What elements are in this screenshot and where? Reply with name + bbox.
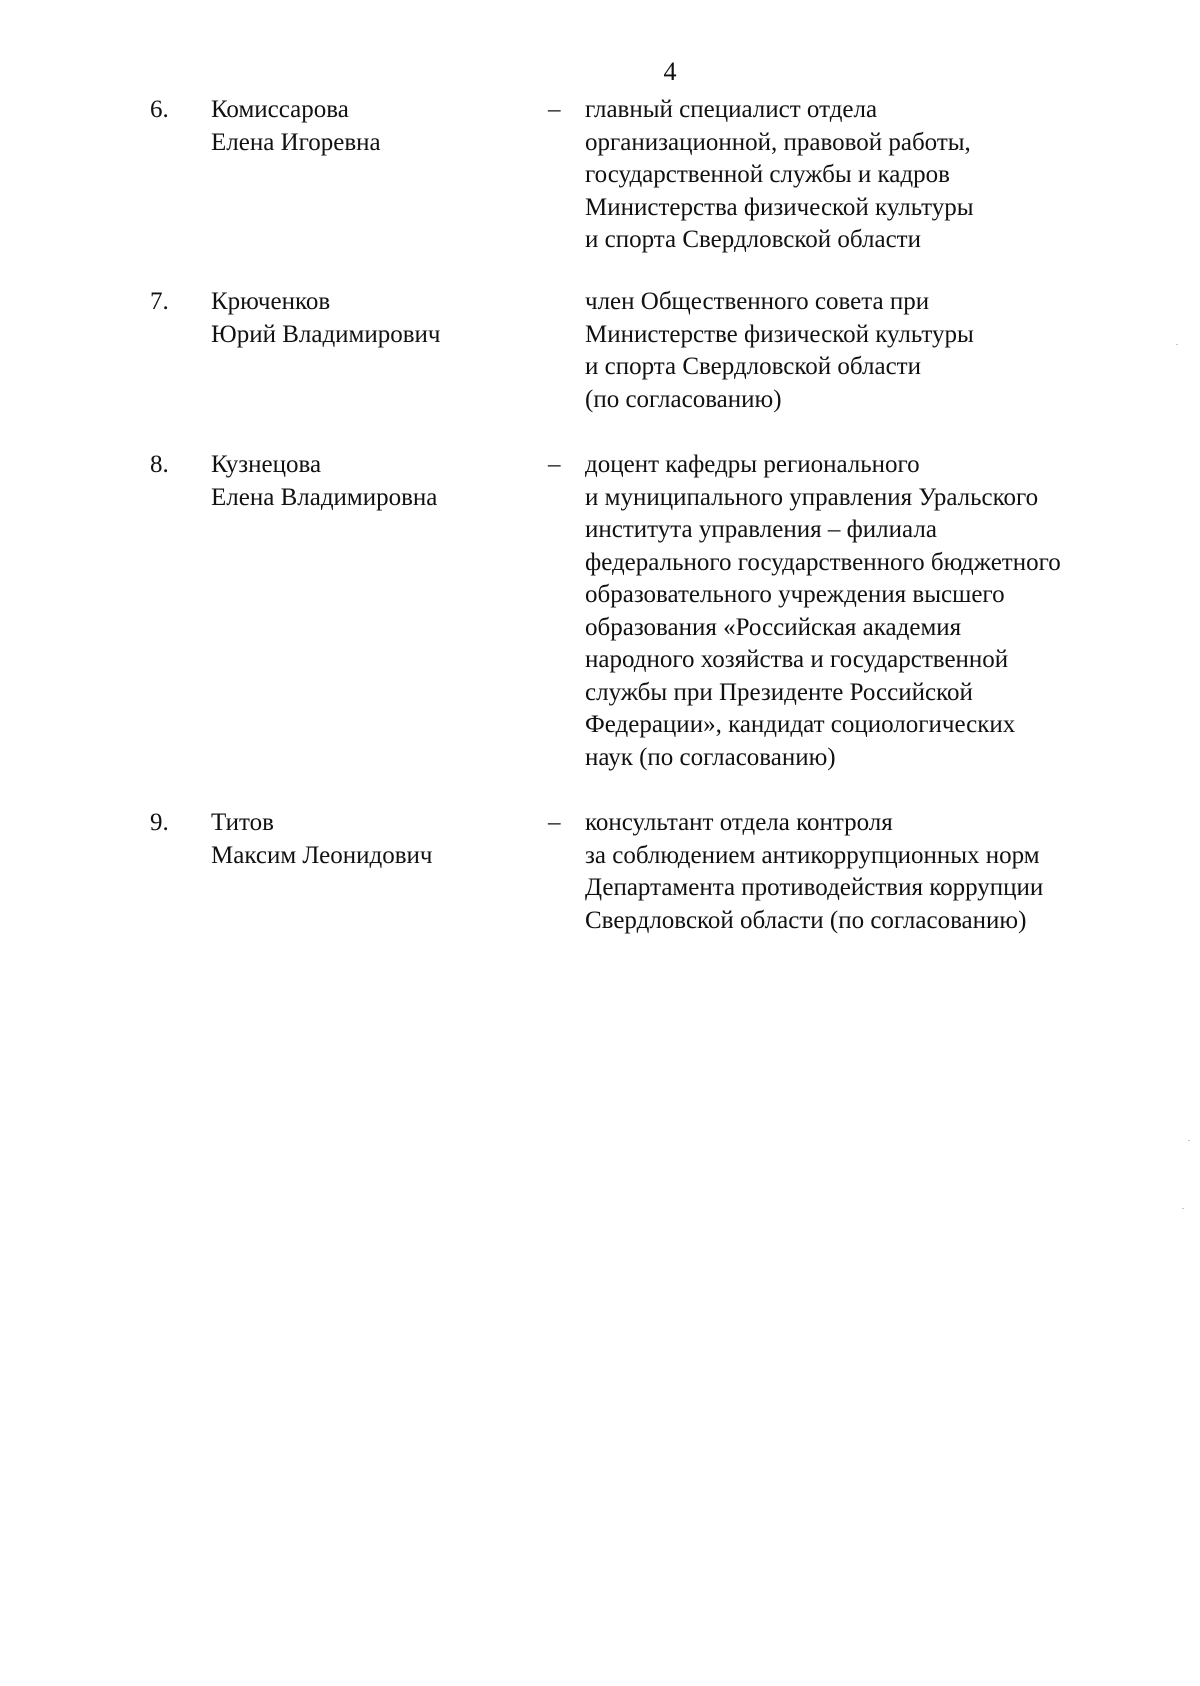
member-given-names: Елена Игоревна — [211, 128, 381, 156]
member-position — [585, 449, 1145, 774]
position-line: за соблюдением антикоррупционных норм — [585, 841, 1040, 869]
position-line: Свердловской области (по согласованию) — [585, 906, 1027, 934]
member-surname: Кузнецова — [211, 451, 322, 478]
member-surname: Титов — [211, 809, 274, 836]
entry-dash: – — [548, 809, 561, 836]
position-line: института управления – филиала — [585, 516, 937, 543]
page-number: 4 — [663, 57, 677, 86]
position-line: Министерства физической культуры — [585, 193, 974, 221]
position-line: Федерации», кандидат социологических — [585, 711, 1016, 738]
entry-dash: – — [548, 451, 561, 478]
position-line: наук (по согласованию) — [585, 743, 836, 771]
scan-speck — [1188, 1140, 1190, 1141]
position-line: и муниципального управления Уральского — [585, 483, 1039, 511]
position-line: образовательного учреждения высшего — [585, 581, 1005, 608]
position-line: (по согласованию) — [585, 385, 782, 413]
entry-number: 6. — [150, 96, 169, 123]
member-given-names: Юрий Владимирович — [211, 320, 441, 348]
position-line: главный специалист отдела — [585, 96, 878, 123]
member-name — [211, 449, 437, 514]
member-position — [585, 286, 1145, 416]
position-line: доцент кафедры регионального — [585, 451, 920, 478]
entry-number: 9. — [150, 809, 169, 836]
position-line: член Общественного совета при — [585, 288, 930, 315]
member-surname: Комиссарова — [211, 96, 349, 123]
position-line: организационной, правовой работы, — [585, 128, 971, 156]
position-line: службы при Президенте Российской — [585, 678, 973, 706]
scan-speck — [1182, 1208, 1184, 1209]
scan-speck — [1176, 344, 1178, 345]
member-name — [211, 807, 433, 872]
member-given-names: Елена Владимировна — [211, 483, 438, 511]
position-line: народного хозяйства и государственной — [585, 646, 1009, 673]
entry-number: 8. — [150, 451, 169, 478]
position-line: образования «Российская академия — [585, 613, 962, 641]
member-position — [585, 807, 1145, 937]
member-given-names: Максим Леонидович — [211, 841, 433, 869]
position-line: и спорта Свердловской области — [585, 353, 921, 380]
position-line: государственной службы и кадров — [585, 161, 950, 188]
position-line: федерального государственного бюджетного — [585, 548, 1061, 576]
member-position — [585, 94, 1145, 257]
position-line: и спорта Свердловской области — [585, 226, 921, 253]
entry-number: 7. — [150, 288, 169, 315]
position-line: Министерстве физической культуры — [585, 320, 974, 348]
member-name — [211, 286, 441, 351]
position-line: консультант отдела контроля — [585, 809, 893, 836]
member-surname: Крюченков — [211, 288, 331, 315]
entry-dash: – — [548, 96, 561, 123]
position-line: Департамента противодействия коррупции — [585, 874, 1044, 901]
member-name — [211, 94, 381, 159]
